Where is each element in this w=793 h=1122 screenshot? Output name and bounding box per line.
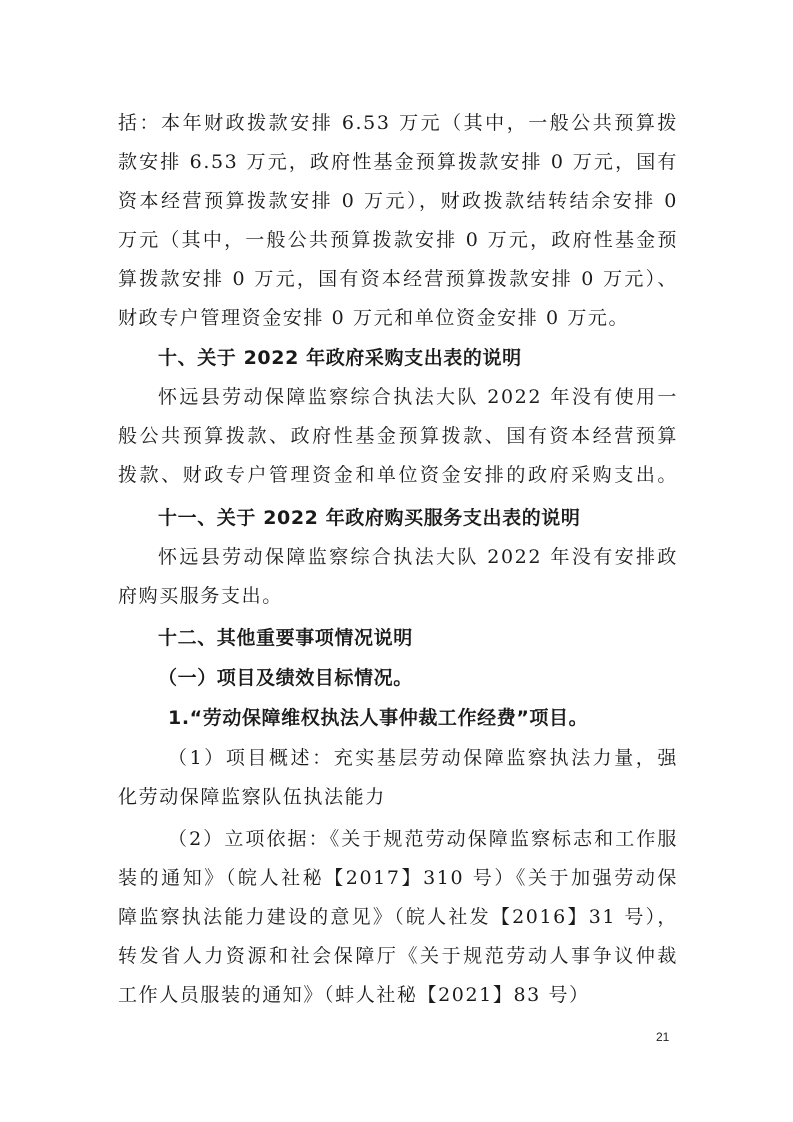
body-line: （1）项目概述：充实基层劳动保障监察执法力量，强 <box>168 747 678 769</box>
body-line: 障监察执法能力建设的意见》（皖人社发【2016】31 号）， <box>118 906 678 928</box>
body-line: 工作人员服装的通知》（蚌人社秘【2021】83 号） <box>118 984 590 1006</box>
body-line: 资本经营预算拨款安排 0 万元），财政拨款结转结余安排 0 <box>118 190 678 212</box>
subsection-heading: （一）项目及绩效目标情况。 <box>158 667 413 689</box>
body-line: 算拨款安排 0 万元，国有资本经营预算拨款安排 0 万元）、 <box>118 268 678 290</box>
body-line: 府购买服务支出。 <box>118 585 283 607</box>
item-heading: 1.“劳动保障维权执法人事仲裁工作经费”项目。 <box>168 707 589 729</box>
section-heading: 十二、其他重要事项情况说明 <box>158 627 413 649</box>
body-line: 怀远县劳动保障监察综合执法大队 2022 年没有使用一 <box>158 386 678 408</box>
body-line: 款安排 6.53 万元，政府性基金预算拨款安排 0 万元，国有 <box>118 151 678 173</box>
body-line: 般公共预算拨款、政府性基金预算拨款、国有资本经营预算 <box>118 425 678 447</box>
section-heading: 十一、关于 2022 年政府购买服务支出表的说明 <box>158 507 581 529</box>
body-line: 括：本年财政拨款安排 6.53 万元（其中，一般公共预算拨 <box>118 112 678 134</box>
body-line: 财政专户管理资金安排 0 万元和单位资金安排 0 万元。 <box>118 307 630 329</box>
body-line: 装的通知》（皖人社秘【2017】310 号）《关于加强劳动保 <box>118 867 678 889</box>
body-line: 拨款、财政专户管理资金和单位资金安排的政府采购支出。 <box>118 464 678 486</box>
body-line: 转发省人力资源和社会保障厅《关于规范劳动人事争议仲裁 <box>118 945 678 967</box>
body-line: 化劳动保障监察队伍执法能力 <box>118 786 386 808</box>
body-line: 万元（其中，一般公共预算拨款安排 0 万元，政府性基金预 <box>118 229 678 251</box>
page-number: 21 <box>656 1030 670 1044</box>
body-line: 怀远县劳动保障监察综合执法大队 2022 年没有安排政 <box>158 546 678 568</box>
section-heading: 十、关于 2022 年政府采购支出表的说明 <box>158 347 522 369</box>
body-line: （2）立项依据：《关于规范劳动保障监察标志和工作服 <box>168 828 678 850</box>
